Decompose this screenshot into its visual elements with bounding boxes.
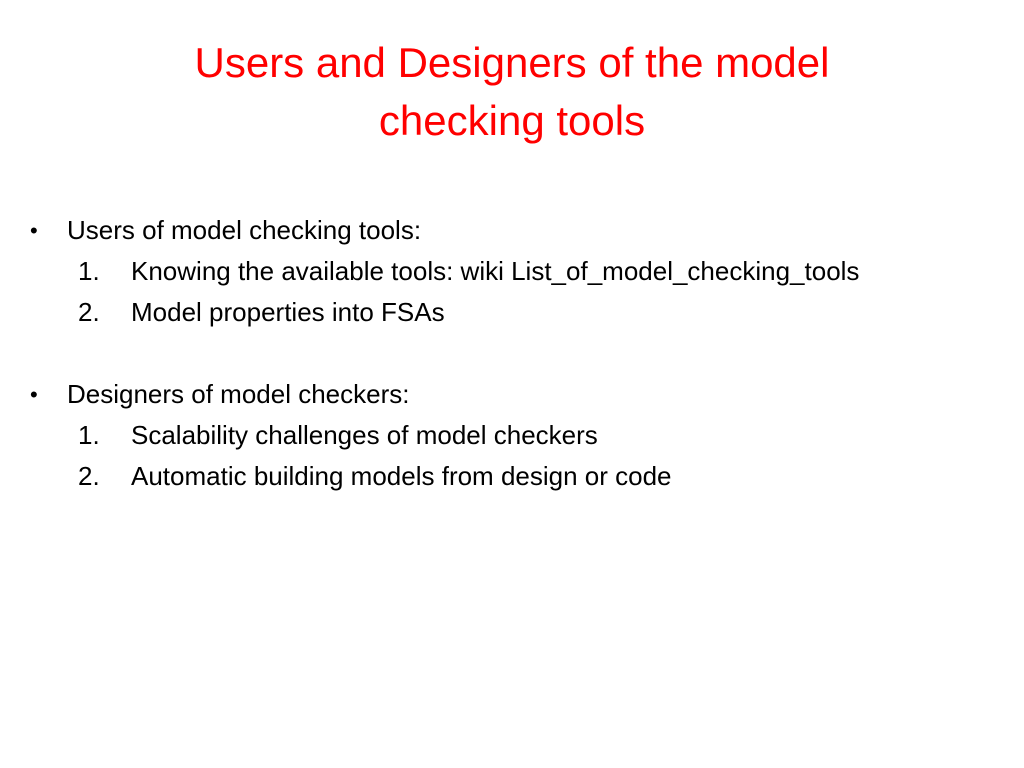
bullet-designers bbox=[30, 374, 1020, 415]
list-number: 2. bbox=[78, 461, 100, 491]
bullet-users bbox=[30, 210, 1020, 251]
slide-body bbox=[30, 210, 1020, 497]
list-text: Scalability challenges of model checkers bbox=[131, 420, 598, 450]
bullet-heading: Users of model checking tools: bbox=[67, 215, 422, 245]
list-number: 1. bbox=[78, 256, 100, 286]
list-item bbox=[30, 251, 1020, 292]
title-line-2: checking tools bbox=[378, 97, 646, 144]
title-line-1: Users and Designers of the model bbox=[194, 39, 830, 86]
list-text: Knowing the available tools: wiki List_of_model_checking_tools bbox=[131, 256, 860, 286]
list-text: Automatic building models from design or code bbox=[131, 461, 672, 491]
list-item bbox=[30, 292, 1020, 333]
list-item bbox=[30, 415, 1020, 456]
list-item bbox=[30, 456, 1020, 497]
bullet-heading: Designers of model checkers: bbox=[67, 379, 410, 409]
spacer bbox=[30, 333, 1020, 374]
slide-title bbox=[60, 34, 964, 150]
list-number: 1. bbox=[78, 420, 100, 450]
bullet-icon: • bbox=[30, 382, 38, 407]
list-text: Model properties into FSAs bbox=[131, 297, 445, 327]
bullet-icon: • bbox=[30, 218, 38, 243]
list-number: 2. bbox=[78, 297, 100, 327]
